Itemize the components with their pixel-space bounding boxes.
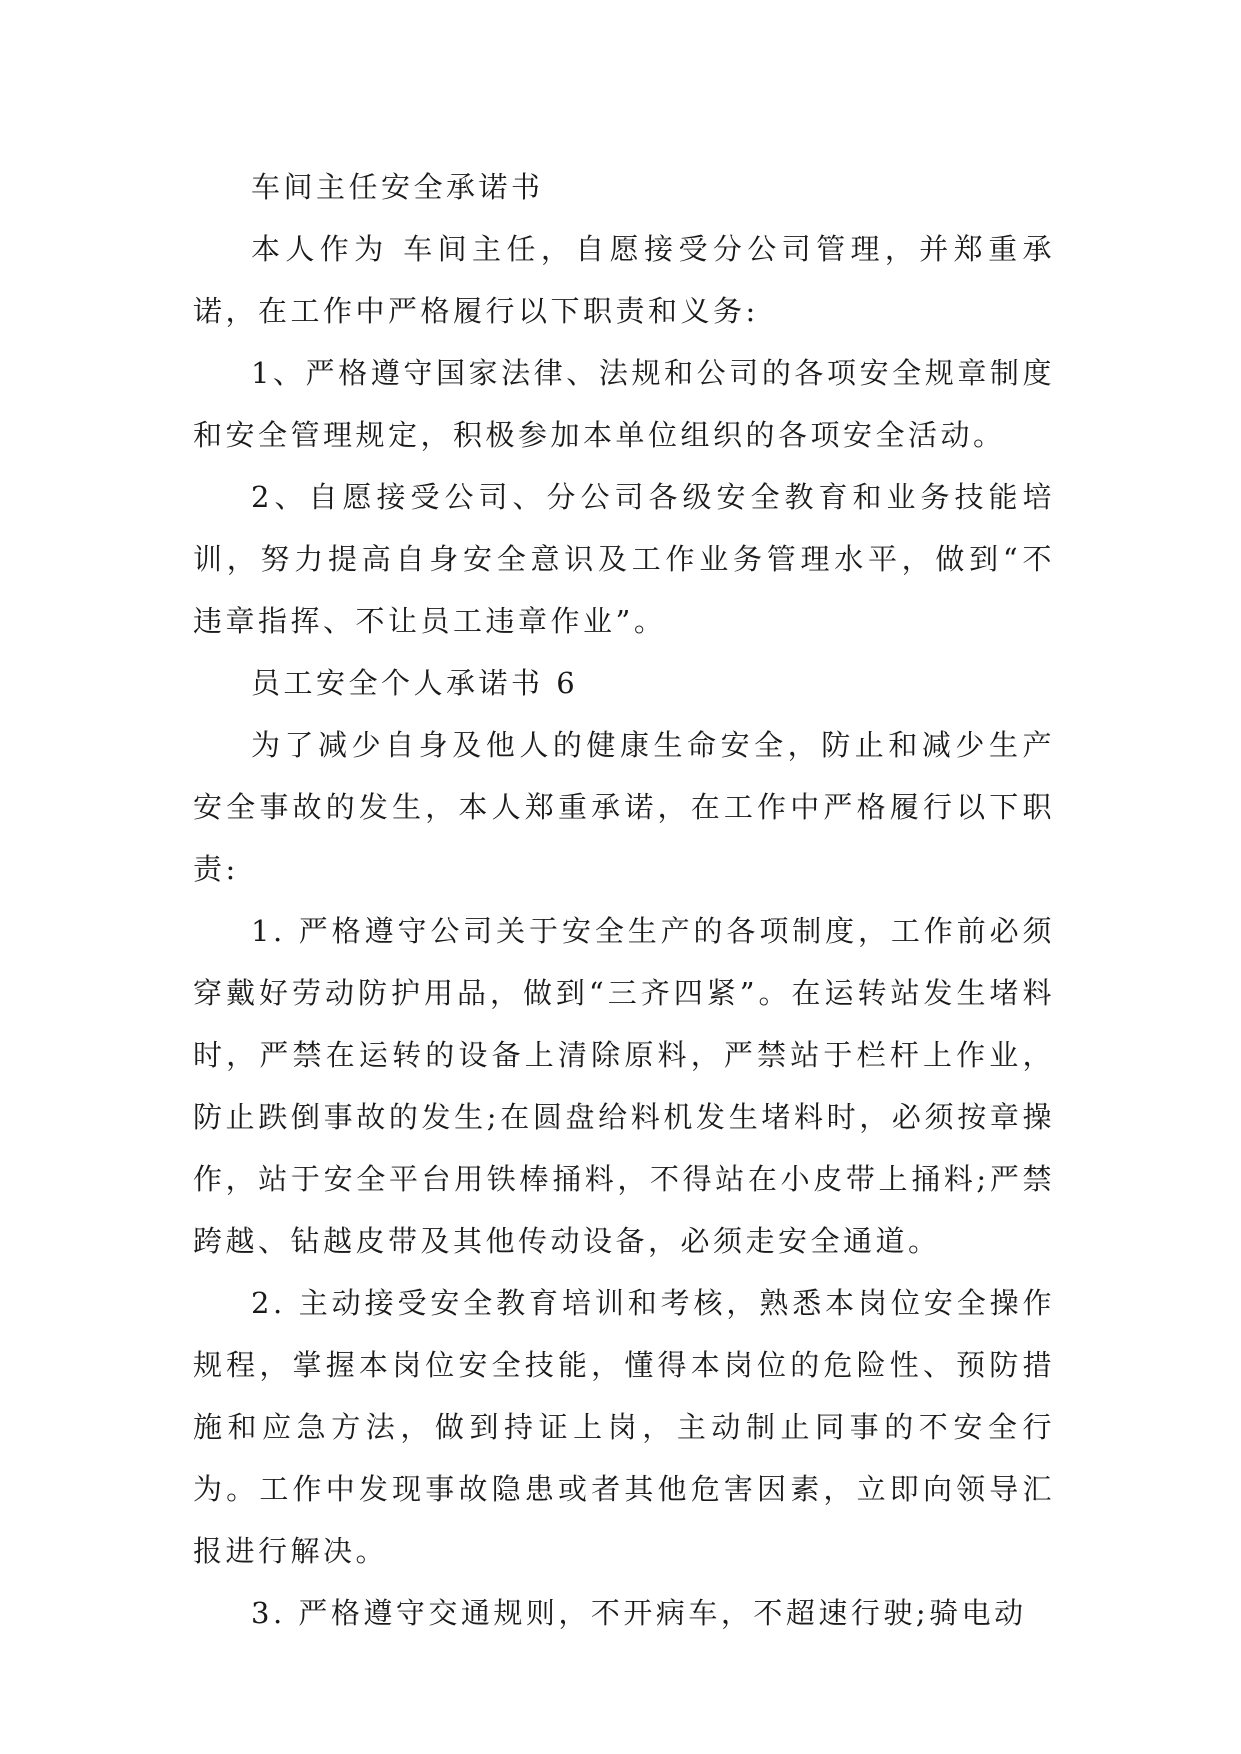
paragraph-intro-director: 本人作为 车间主任，自愿接受分公司管理，并郑重承诺，在工作中严格履行以下职责和义务: [193, 232, 1055, 328]
paragraph-employee-item-3: 3. 严格遵守交通规则，不开病车，不超速行驶;骑电动 [251, 1596, 1027, 1630]
section-title-employee-commitment: 员工安全个人承诺书 6 [251, 666, 579, 700]
document-body [193, 156, 1055, 1644]
paragraph-employee-item-2: 2. 主动接受安全教育培训和考核，熟悉本岗位安全操作规程，掌握本岗位安全技能，懂得本岗位的危险性、预防措施和应急方法，做到持证上岗，主动制止同事的不安全行为。工作中发现事故隐患或者其他危害因素，立即向领导汇报进行解决。 [193, 1286, 1055, 1568]
paragraph-item-2: 2、自愿接受公司、分公司各级安全教育和业务技能培训，努力提高自身安全意识及工作业务管理水平，做到“不违章指挥、不让员工违章作业”。 [193, 480, 1055, 638]
paragraph-employee-item-1: 1. 严格遵守公司关于安全生产的各项制度，工作前必须穿戴好劳动防护用品，做到“三齐四紧”。在运转站发生堵料时，严禁在运转的设备上清除原料，严禁站于栏杆上作业，防止跌倒事故的发生;在圆盘给料机发生堵料时，必须按章操作，站于安全平台用铁棒捅料，不得站在小皮带上捅料;严禁跨越、钻越皮带及其他传动设备，必须走安全通道。 [193, 914, 1055, 1258]
paragraph-intro-employee: 为了减少自身及他人的健康生命安全，防止和减少生产安全事故的发生，本人郑重承诺，在工作中严格履行以下职责: [193, 728, 1055, 886]
section-title-director-commitment: 车间主任安全承诺书 [251, 170, 544, 204]
paragraph-item-1: 1、严格遵守国家法律、法规和公司的各项安全规章制度和安全管理规定，积极参加本单位组织的各项安全活动。 [193, 356, 1055, 452]
